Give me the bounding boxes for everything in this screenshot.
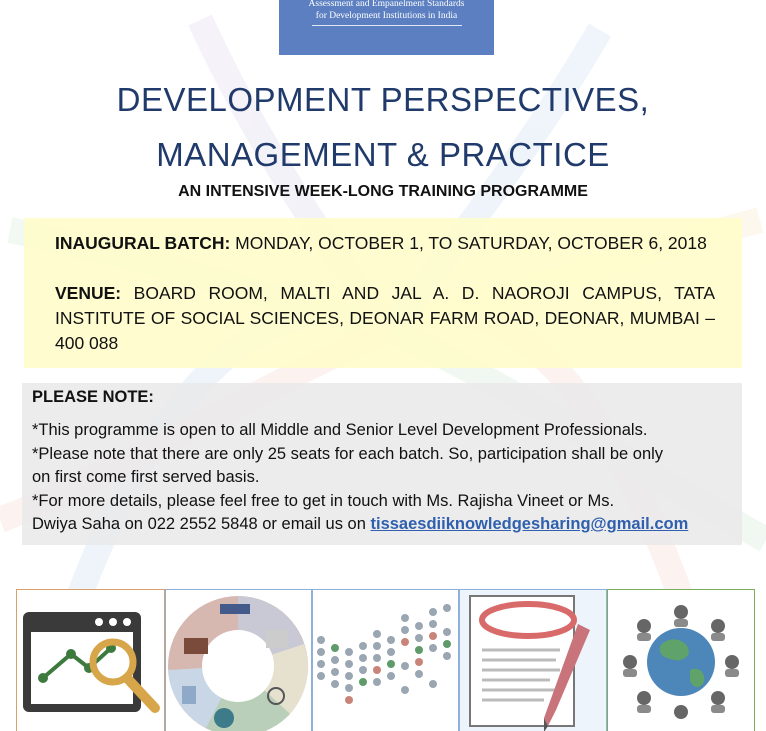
note-line-4: *For more details, please feel free to get in touch with Ms. Rajisha Vineet or Ms. (32, 491, 615, 510)
analytics-panel (16, 589, 165, 731)
data-dots-icon (313, 590, 458, 731)
note-line-5 (32, 513, 747, 537)
venue-label: VENUE: (55, 283, 122, 303)
notes-text (32, 419, 747, 537)
venue-row (55, 281, 715, 356)
global-people-icon (608, 590, 754, 731)
logo-line-2: for Development Institutions in India (315, 11, 458, 21)
logo-line-1: Assessment and Empanelment Standards (308, 0, 465, 9)
note-line-3: on first come first served basis. (32, 468, 260, 486)
batch-row (55, 231, 715, 256)
disciplines-panel (165, 589, 312, 731)
programme-details-box (24, 218, 742, 368)
email-link[interactable]: tissaesdiiknowledgesharing@gmail.com (370, 515, 689, 533)
batch-value: MONDAY, OCTOBER 1, TO SATURDAY, OCTOBER 6, 2018 (230, 233, 707, 253)
batch-label: INAUGURAL BATCH: (55, 233, 231, 253)
title-line-2: MANAGEMENT & PRACTICE (156, 136, 610, 173)
notes-box (22, 383, 742, 545)
logo-rule (312, 25, 462, 26)
note-line-1: *This programme is open to all Middle and Senior Level Development Professionals. (32, 421, 648, 439)
global-panel (607, 589, 755, 731)
data-panel (312, 589, 459, 731)
document-pen-icon (460, 590, 606, 731)
subtitle: AN INTENSIVE WEEK-LONG TRAINING PROGRAMME (178, 183, 588, 200)
institution-logo (279, 0, 494, 55)
disciplines-wheel-icon (166, 590, 311, 731)
venue-value: BOARD ROOM, MALTI AND JAL A. D. NAOROJI CAMPUS, TATA INSTITUTE OF SOCIAL SCIENCES, DEONAR FARM ROAD, DEONAR, MUMBAI – 400 088 (55, 283, 715, 353)
title-line-1: DEVELOPMENT PERSPECTIVES, (116, 81, 650, 118)
notes-heading: PLEASE NOTE: (32, 388, 154, 406)
note-line-5-prefix: Dwiya Saha on 022 2552 5848 or email us on (32, 515, 371, 533)
document-panel (459, 589, 607, 731)
illustration-strip (16, 589, 755, 731)
note-line-2: *Please note that there are only 25 seats for each batch. So, participation shall be only (32, 444, 664, 463)
analytics-magnifier-icon (17, 590, 164, 731)
